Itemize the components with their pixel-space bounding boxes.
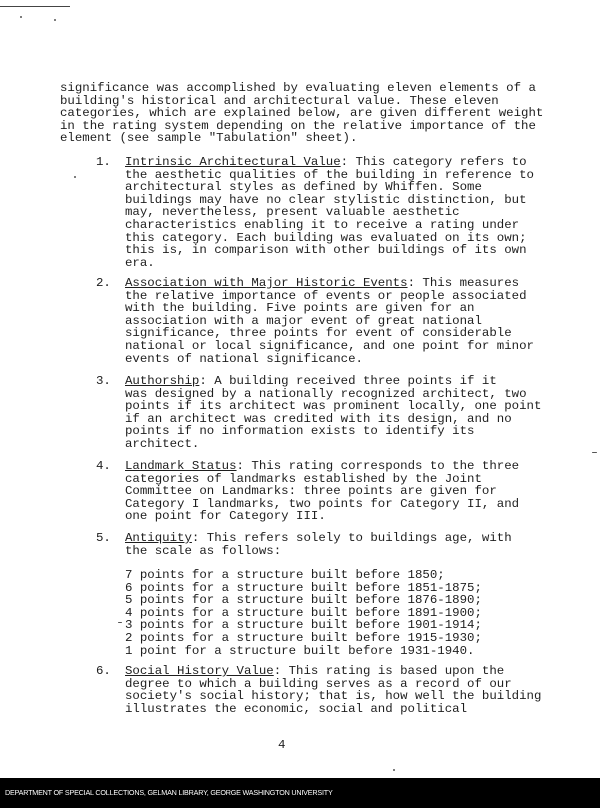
item-line: buildings may have no clear stylistic distinction, but [125,192,527,207]
item-line: the aesthetic qualities of the building in reference to [125,167,534,182]
item-body [125,375,541,451]
scale-line: 4 points for a structure built before 1891-1900; [125,605,482,620]
scan-speck [54,19,56,21]
item-number: 5. [96,531,111,545]
item-line: era. [125,255,155,270]
archive-footer-bar [0,778,600,808]
item-body [125,665,541,715]
item-line: if an architect was credited with its design, and no [125,411,512,426]
item-number: 1. [96,155,111,169]
item-heading: Intrinsic Architectural Value [125,155,341,169]
item-first-rest: : A building received three points if it [199,374,497,388]
item-heading: Landmark Status [125,459,237,473]
item-first-rest: : This rating is based upon the [273,664,505,678]
item-first-rest: : This measures [407,276,520,290]
scale-line: 6 points for a structure built before 1851-1875; [125,580,482,595]
item-line: degree to which a building serves as a record of our [125,676,512,691]
item-first-rest: : This refers solely to buildings age, with [191,531,512,545]
item-first-line [125,532,512,545]
intro-line: building's historical and architectural value. These eleven [60,93,499,108]
item-line: was designed by a nationally recognized architect, two [125,386,527,401]
intro-line: in the rating system depending on the relative importance of the [60,118,536,133]
item-heading: Association with Major Historic Events [125,276,408,290]
item-first-line [125,277,534,290]
item-first-line [125,156,534,169]
scan-speck [393,769,395,771]
item-line: one point for Category III. [125,509,326,524]
item-line: the scale as follows: [125,543,282,558]
intro-line: element (see sample "Tabulation" sheet). [60,131,358,146]
item-line: points if no information exists to identify its [125,424,475,439]
item-body [125,460,519,523]
antiquity-scale-list [125,569,482,657]
item-number: 3. [96,374,111,388]
item-line: Category I landmarks, two points for Category II, and [125,496,520,511]
item-heading: Antiquity [125,531,192,545]
scan-speck [592,452,597,453]
item-heading: Authorship [125,374,200,388]
item-first-rest: : This rating corresponds to the three [236,459,520,473]
item-line: architect. [125,436,200,451]
item-line: the relative importance of events or people associated [125,288,527,303]
item-body [125,277,534,365]
item-line: national or local significance, and one point for minor [125,338,534,353]
item-body [125,156,534,269]
item-line: characteristics enabling it to receive a rating under [125,217,520,232]
scan-edge-line [0,6,70,7]
item-line: events of national significance. [125,351,363,366]
item-body [125,532,512,557]
item-line: with the building. Five points are given for an [125,301,475,316]
intro-line: significance was accomplished by evaluating eleven elements of a [60,81,536,95]
item-line: categories of landmarks established by the Joint [125,471,482,486]
footer-credit: DEPARTMENT OF SPECIAL COLLECTIONS, GELMAN LIBRARY, GEORGE WASHINGTON UNIVERSITY [5,788,333,797]
item-number: 2. [96,276,111,290]
scan-speck [118,622,122,623]
item-line: may, nevertheless, present valuable aesthetic [125,205,460,220]
item-number: 6. [96,664,111,678]
item-line: association with a major event of great national [125,313,482,328]
item-line: this is, in comparison with other buildings of its own [125,243,527,258]
item-first-line [125,665,541,678]
item-line: significance, three points for event of considerable [125,326,512,341]
item-line: points if its architect was prominent locally, one point [125,399,542,414]
scale-line: 2 points for a structure built before 1915-1930; [125,630,482,645]
scale-line: 7 points for a structure built before 1850; [125,568,445,582]
scale-line: 3 points for a structure built before 1901-1914; [125,618,482,633]
item-first-rest: : This category refers to [340,155,527,169]
item-number: 4. [96,459,111,473]
item-line: architectural styles as defined by Whiffen. Some [125,180,482,195]
intro-paragraph [60,82,543,145]
item-line: Committee on Landmarks: three points are given for [125,484,497,499]
item-line: illustrates the economic, social and political [125,701,468,716]
scan-speck [74,176,76,178]
intro-line: categories, which are explained below, are given different weight [60,106,544,121]
item-first-line [125,460,519,473]
scan-speck [20,16,22,18]
page-number: 4 [278,738,286,752]
item-line: this category. Each building was evaluated on its own; [125,230,527,245]
scale-line: 5 points for a structure built before 1876-1890; [125,593,482,608]
item-heading: Social History Value [125,664,274,678]
scale-line: 1 point for a structure built before 1931-1940. [125,643,475,658]
item-line: society's social history; that is, how well the building [125,689,542,704]
item-first-line [125,375,541,388]
